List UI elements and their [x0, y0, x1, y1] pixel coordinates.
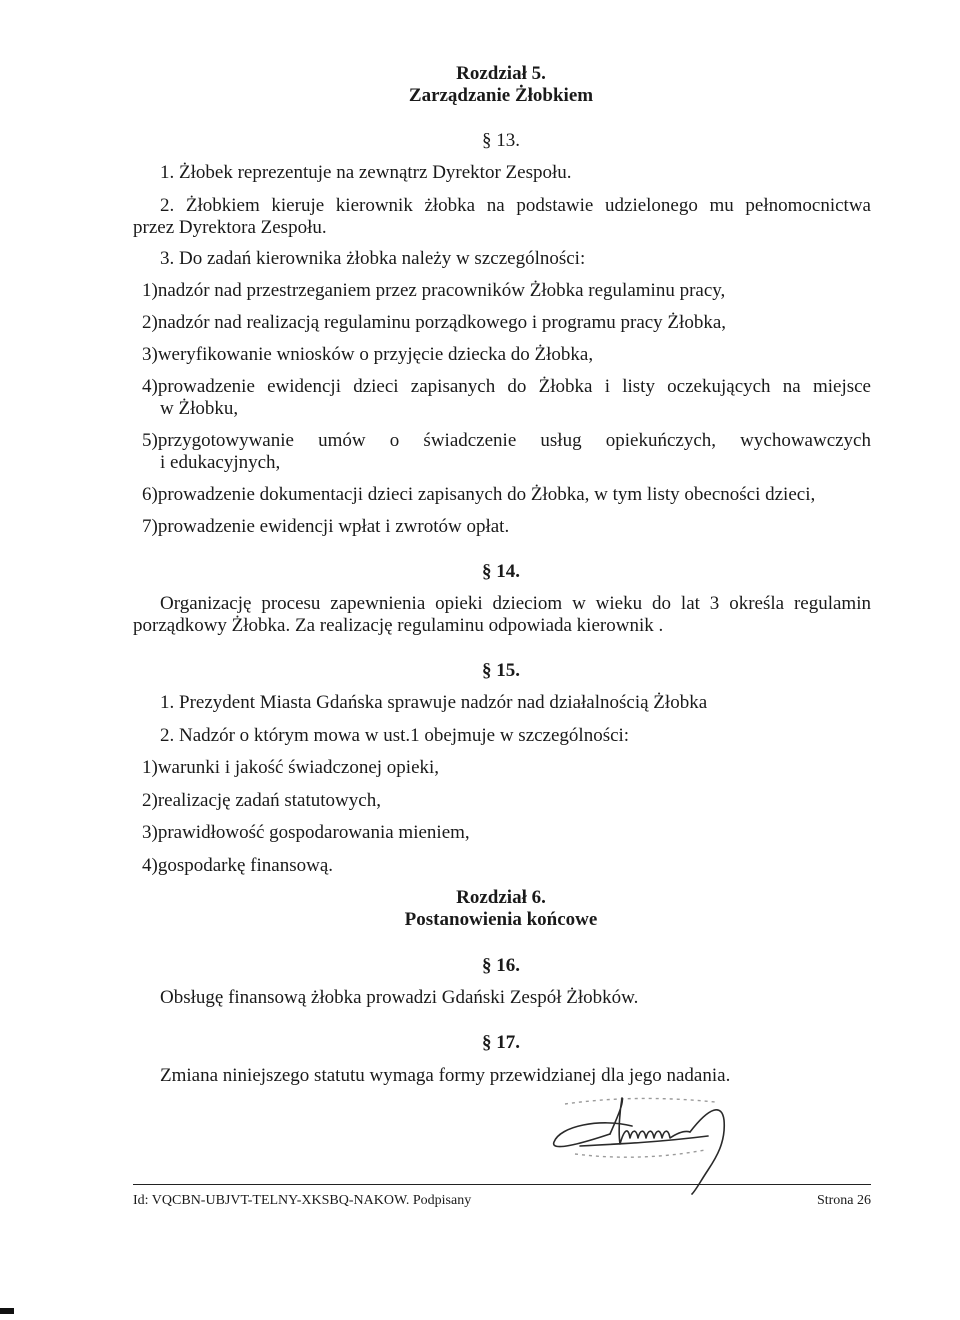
- chapter-6-title: Postanowienia końcowe: [404, 909, 598, 930]
- s13-item-2: 2)nadzór nad realizacją regulaminu porządkowego i programu pracy Żłobka,: [142, 312, 726, 333]
- section-17-heading: § 17.: [482, 1032, 520, 1053]
- s13-item-5-line-2: i edukacyjnych,: [160, 452, 281, 473]
- s15-item-1: 1)warunki i jakość świadczonej opieki,: [142, 757, 440, 778]
- s13-paragraph-1: 1. Żłobek reprezentuje na zewnątrz Dyrektor Zespołu.: [160, 162, 572, 183]
- handwritten-signature: [554, 1098, 725, 1194]
- s15-paragraph-1: 1. Prezydent Miasta Gdańska sprawuje nadzór nad działalnością Żłobka: [160, 692, 708, 713]
- scan-edge-mark: [0, 1308, 14, 1314]
- s16-text: Obsługę finansową żłobka prowadzi Gdański Zespół Żłobków.: [160, 987, 639, 1008]
- section-14-heading: § 14.: [482, 561, 520, 582]
- footer-page-number: Strona 26: [816, 1193, 871, 1208]
- section-13-heading: § 13.: [482, 130, 520, 151]
- signature-stamp: [540, 1086, 750, 1196]
- s13-item-5-line-1: 5)przygotowywanie umów o świadczenie usług opiekuńczych, wychowawczych: [142, 430, 871, 451]
- chapter-6-number: Rozdział 6.: [456, 887, 546, 908]
- s15-item-4: 4)gospodarkę finansową.: [142, 855, 334, 876]
- s14-line-1: Organizację procesu zapewnienia opieki dzieciom w wieku do lat 3 określa regulamin: [160, 593, 871, 614]
- footer-document-id: Id: VQCBN-UBJVT-TELNY-XKSBQ-NAKOW. Podpisany: [133, 1193, 472, 1208]
- s13-item-4-line-2: w Żłobku,: [160, 398, 239, 419]
- s13-item-3: 3)weryfikowanie wniosków o przyjęcie dziecka do Żłobka,: [142, 344, 594, 365]
- s13-item-7: 7)prowadzenie ewidencji wpłat i zwrotów opłat.: [142, 516, 510, 537]
- s15-paragraph-2: 2. Nadzór o którym mowa w ust.1 obejmuje w szczególności:: [160, 725, 630, 746]
- chapter-5-title: Zarządzanie Żłobkiem: [408, 85, 594, 106]
- s15-item-3: 3)prawidłowość gospodarowania mieniem,: [142, 822, 470, 843]
- s13-item-6: 6)prowadzenie dokumentacji dzieci zapisanych do Żłobka, w tym listy obecności dzieci,: [142, 484, 816, 505]
- s13-paragraph-2-line-2: przez Dyrektora Zespołu.: [133, 217, 327, 238]
- s13-item-1: 1)nadzór nad przestrzeganiem przez pracowników Żłobka regulaminu pracy,: [142, 280, 726, 301]
- s13-paragraph-2-line-1: 2. Żłobkiem kieruje kierownik żłobka na podstawie udzielonego mu pełnomocnictwa: [160, 195, 871, 216]
- s17-text: Zmiana niniejszego statutu wymaga formy przewidzianej dla jego nadania.: [160, 1065, 731, 1086]
- footer-divider: [133, 1184, 871, 1185]
- s14-line-2: porządkowy Żłobka. Za realizację regulaminu odpowiada kierownik .: [133, 615, 664, 636]
- s15-item-2: 2)realizację zadań statutowych,: [142, 790, 381, 811]
- chapter-5-number: Rozdział 5.: [456, 63, 546, 84]
- s13-paragraph-3: 3. Do zadań kierownika żłobka należy w szczególności:: [160, 248, 586, 269]
- section-15-heading: § 15.: [482, 660, 520, 681]
- section-16-heading: § 16.: [482, 955, 520, 976]
- s13-item-4-line-1: 4)prowadzenie ewidencji dzieci zapisanych do Żłobka i listy oczekujących na miejsce: [142, 376, 871, 397]
